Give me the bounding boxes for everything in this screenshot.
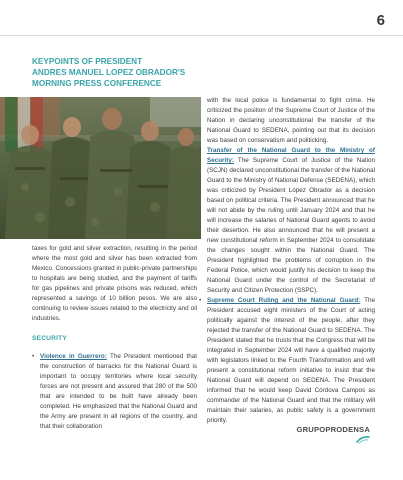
section-heading: [32, 56, 212, 90]
bullet-lead: Violence in Guerrero:: [40, 353, 107, 360]
bullet-lead: Supreme Court Ruling and the National Guard:: [207, 297, 361, 304]
page-number: 6: [376, 12, 385, 29]
bullet-dot-icon: •: [32, 353, 35, 360]
bullet-dot-icon: •: [199, 147, 202, 154]
grupo-prodensa-logo: [297, 425, 371, 444]
left-intro-paragraph: taxes for gold and silver extraction, resulting in the period where the most gold and silver has been extracted from Mexico. Concessions granted in public-private partnerships to hospitals are being studied, and the payment of tariffs for gas pipelines and private prisons was reduced, which represented a savings of 10 billion pesos. We are also continuing to review issues related to the electricity and oil industries.: [32, 245, 197, 322]
bullet-dot-icon: •: [199, 297, 202, 304]
bullet-violence-guerrero: [32, 352, 197, 432]
right-continued-paragraph: with the local police is fundamental to fight crime. He criticized the position of the Supreme Court of Justice of the Nation in declaring unconstitutional the transfer of the National Guard to SEDENA, pointing out that its decision was based on conservatism and politicking.: [207, 97, 375, 144]
soldiers-photo: [0, 97, 201, 239]
logo-text-main: GRUPO: [296, 425, 326, 434]
heading-line-3: MORNING PRESS CONFERENCE: [32, 79, 162, 89]
right-bullet-list: [199, 146, 376, 426]
header-divider: [0, 35, 403, 36]
right-column: [199, 96, 376, 426]
security-bullet-list: [32, 352, 197, 432]
security-section-title: SECURITY: [32, 335, 67, 342]
bullet-supreme-court-ruling: [199, 296, 375, 426]
left-column: [32, 244, 197, 432]
heading-line-2: ANDRES MANUEL LOPEZ OBRADOR'S: [32, 68, 186, 78]
bullet-text: The President mentioned that the construction of barracks for the National Guard is important to occupy territories where local security forces are not present and assured that 280 of the 500 that are intended to be built have already been completed. He emphasized that the National Guard and the Army are present in all regions of the country, and that their collaboration: [40, 353, 197, 430]
bullet-transfer-national-guard: [199, 146, 375, 296]
logo-text-accent: PRODENSA: [325, 425, 370, 434]
logo-wordmark: [297, 425, 371, 434]
bullet-text: The Supreme Court of Justice of the Nation (SCJN) declared unconstitutional the transfer of the National Guard to the Ministry of National Defense (SEDENA), which was criticized by President López Obrador as a decision based on political criteria. The President announced that he will not abide by the ruling until January 2024 and that he will increase the salaries of National Guard agents to avoid their desertion. He also announced that he will present a new constitutional reform in September 2024 to consolidate the changes sought within the National Guard. The President highlighted the problems of corruption in the Federal Police, which would justify his decision to keep the National Guard under the control of the Secretariat of Security and Citizen Protection (SSPC).: [207, 157, 376, 294]
bullet-text: The President accused eight ministers of the Court of acting politically against the interest of the people, after they rejected the transfer of the National Guard to SEDENA. The President stated that he trusts that the Congress that will be integrated in September 2024 will have a qualified majority with legislators linked to the Fourth Transformation and will present a constitutional reform initiative to insist that the National Guard will depend on SEDENA. The President informed that he would keep David Córdova Campos as commander of the National Guard and that the military will maintain their salaries, as public safety is a government priority.: [207, 297, 375, 424]
heading-line-1: KEYPOINTS OF PRESIDENT: [32, 57, 143, 66]
bullet-lead: Transfer of the National Guard to the Ministry of Security:: [207, 147, 375, 164]
prodensa-swoosh-icon: [356, 435, 370, 444]
